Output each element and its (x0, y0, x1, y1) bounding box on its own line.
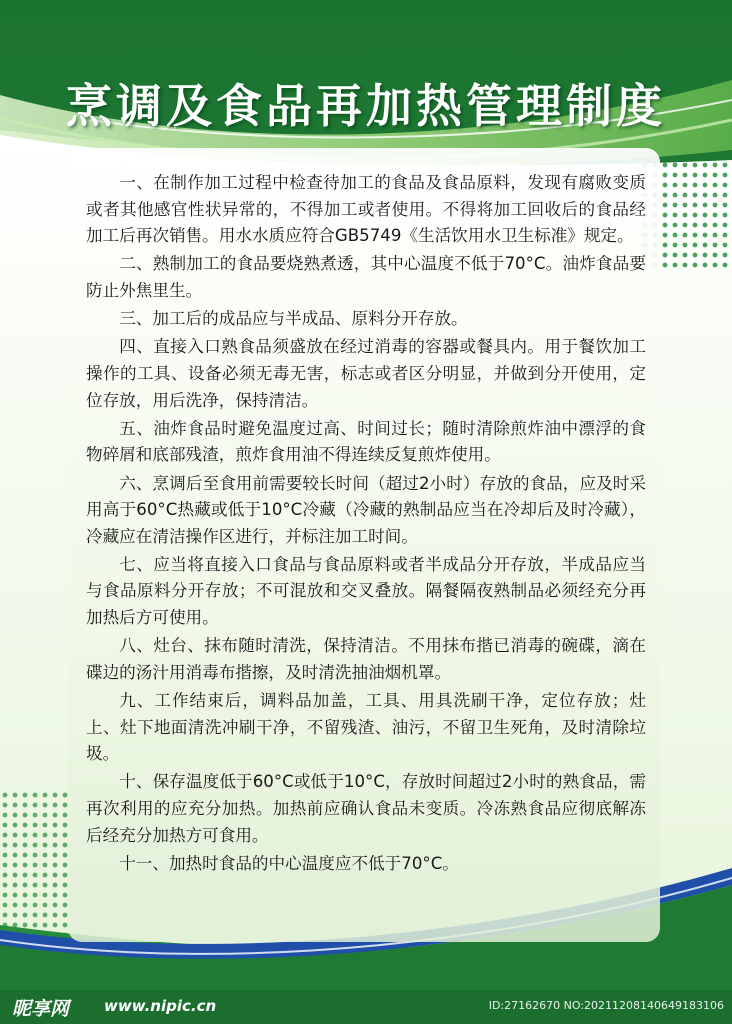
watermark-site-link[interactable]: www.nipic.cn (104, 997, 217, 1015)
rules-text (86, 170, 646, 879)
rule-paragraph-10: 十、保存温度低于60°C或低于10°C，存放时间超过2小时的熟食品，需再次利用的应充分加热。加热前应确认食品未变质。冷冻熟食品应彻底解冻后经充分加热方可食用。 (86, 772, 646, 845)
rule-paragraph-5: 五、油炸食品时避免温度过高、时间过长；随时清除煎炸油中漂浮的食物碎屑和底部残渣，煎炸食用油不得连续反复煎炸使用。 (86, 418, 646, 465)
poster-title: 烹调及食品再加热管理制度 (66, 79, 666, 133)
rule-paragraph-4: 四、直接入口熟食品须盛放在经过消毒的容器或餐具内。用于餐饮加工操作的工具、设备必须无毒无害，标志或者区分明显，并做到分开使用，定位存放，用后洗净，保持清洁。 (86, 337, 646, 410)
watermark-logo: 昵享网 (12, 998, 70, 1020)
rule-paragraph-3: 三、加工后的成品应与半成品、原料分开存放。 (119, 309, 468, 329)
rule-paragraph-7: 七、应当将直接入口食品与食品原料或者半成品分开存放，半成品应当与食品原料分开存放；不可混放和交叉叠放。隔餐隔夜熟制品必须经充分再加热后方可使用。 (86, 554, 646, 628)
rule-paragraph-8: 八、灶台、抹布随时清洗，保持清洁。不用抹布揩已消毒的碗碟，滴在碟边的汤汁用消毒布揩擦，及时清洗抽油烟机罩。 (86, 636, 646, 682)
image-id-text: ID:27162670 NO:20211208140649183106 (488, 999, 724, 1012)
rule-paragraph-6: 六、烹调后至食用前需要较长时间（超过2小时）存放的食品，应及时采用高于60°C热藏或低于10°C冷藏（冷藏的熟制品应当在冷却后及时冷藏），冷藏应在清洁操作区进行，并标注加工时间。 (86, 473, 646, 546)
rule-paragraph-2: 二、熟制加工的食品要烧熟煮透，其中心温度不低于70°C。油炸食品要防止外焦里生。 (86, 254, 646, 300)
rule-paragraph-11: 十一、加热时食品的中心温度应不低于70°C。 (119, 853, 459, 873)
rule-paragraph-1: 一、在制作加工过程中检查待加工的食品及食品原料，发现有腐败变质或者其他感官性状异常的，不得加工或者使用。不得将加工回收后的食品经加工后再次销售。用水水质应符合GB5749《生活饮用水卫生标准》规定。 (86, 173, 646, 246)
rule-paragraph-9: 九、工作结束后，调料品加盖，工具、用具洗刷干净，定位存放；灶上、灶下地面清洗冲刷干净，不留残渣、油污，不留卫生死角，及时清除垃圾。 (86, 691, 646, 764)
